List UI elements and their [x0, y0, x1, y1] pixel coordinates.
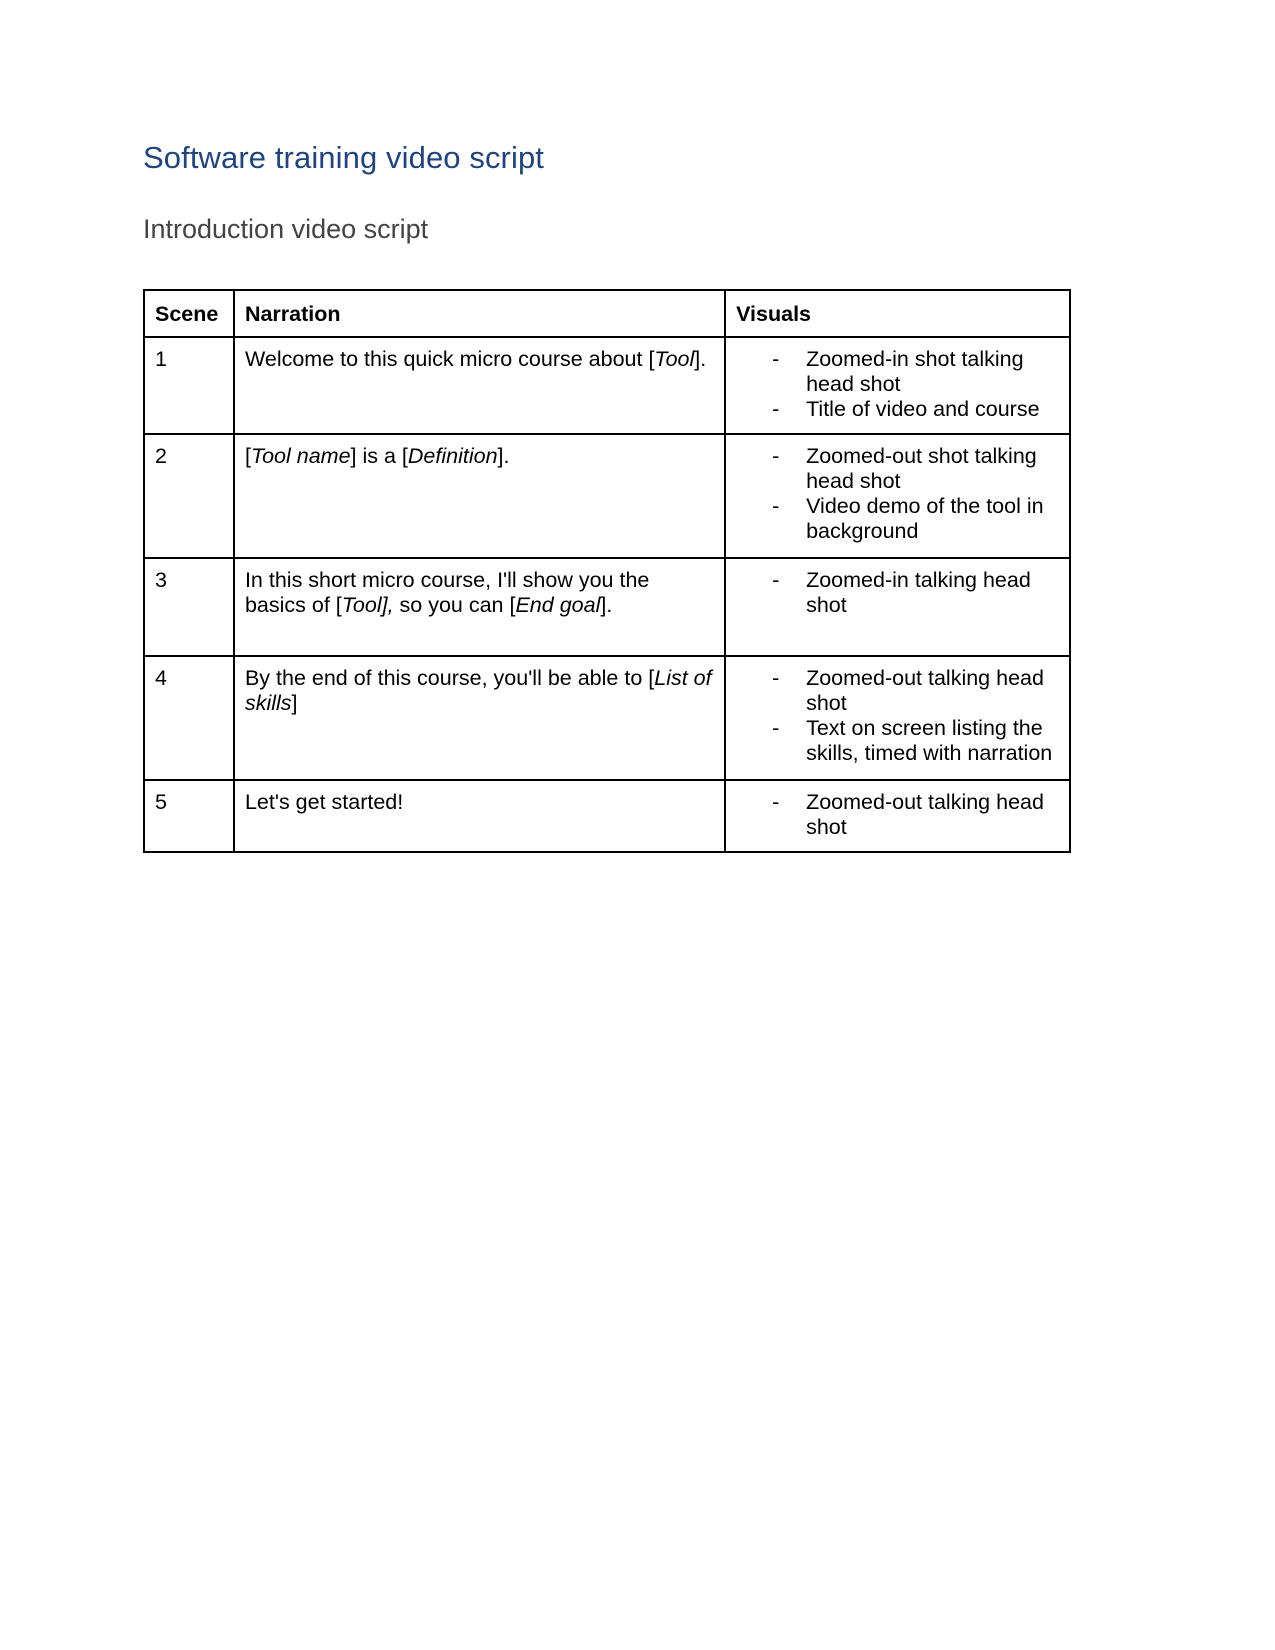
table-row — [144, 558, 1070, 656]
table-row — [144, 780, 1070, 852]
narration-cell: Welcome to this quick micro course about [Tool]. — [234, 337, 725, 434]
visuals-cell — [725, 337, 1070, 434]
visuals-cell — [725, 434, 1070, 558]
visuals-cell — [725, 780, 1070, 852]
visuals-list — [736, 790, 1059, 840]
table-row — [144, 656, 1070, 780]
visuals-cell — [725, 558, 1070, 656]
scene-number: 1 — [144, 337, 234, 434]
narration-cell: Let's get started! — [234, 780, 725, 852]
bullet-dash-icon: - — [772, 494, 780, 518]
list-item: - Zoomed-in shot talking head shot — [772, 347, 1024, 396]
header-narration: Narration — [234, 290, 725, 337]
visuals-list — [736, 666, 1059, 766]
narration-cell: By the end of this course, you'll be able to [List of skills] — [234, 656, 725, 780]
visuals-list — [736, 347, 1059, 422]
list-item: - Zoomed-in talking head shot — [772, 568, 1031, 617]
bullet-dash-icon: - — [772, 790, 780, 814]
scene-number: 3 — [144, 558, 234, 656]
document-subtitle: Introduction video script — [143, 214, 429, 244]
bullet-dash-icon: - — [772, 716, 780, 740]
list-item: - Title of video and course — [772, 397, 1040, 421]
table-header-row — [144, 290, 1070, 337]
table-row — [144, 434, 1070, 558]
list-item: - Zoomed-out shot talking head shot — [772, 444, 1037, 493]
scene-number: 5 — [144, 780, 234, 852]
list-item: - Zoomed-out talking head shot — [772, 790, 1044, 839]
bullet-dash-icon: - — [772, 397, 780, 421]
document-title: Software training video script — [143, 140, 545, 175]
list-item: - Zoomed-out talking head shot — [772, 666, 1044, 715]
table-row — [144, 337, 1070, 434]
header-visuals: Visuals — [725, 290, 1070, 337]
visuals-cell — [725, 656, 1070, 780]
scene-number: 4 — [144, 656, 234, 780]
header-scene: Scene — [144, 290, 234, 337]
list-item: - Text on screen listing the skills, timed with narration — [772, 716, 1053, 765]
bullet-dash-icon: - — [772, 347, 780, 371]
narration-cell: In this short micro course, I'll show you the basics of [Tool], so you can [End goal]. — [234, 558, 725, 656]
visuals-list — [736, 568, 1059, 618]
script-table — [143, 289, 1071, 853]
scene-number: 2 — [144, 434, 234, 558]
bullet-dash-icon: - — [772, 666, 780, 690]
visuals-list — [736, 444, 1059, 544]
narration-cell: [Tool name] is a [Definition]. — [234, 434, 725, 558]
bullet-dash-icon: - — [772, 568, 780, 592]
list-item: - Video demo of the tool in background — [772, 494, 1044, 543]
bullet-dash-icon: - — [772, 444, 780, 468]
